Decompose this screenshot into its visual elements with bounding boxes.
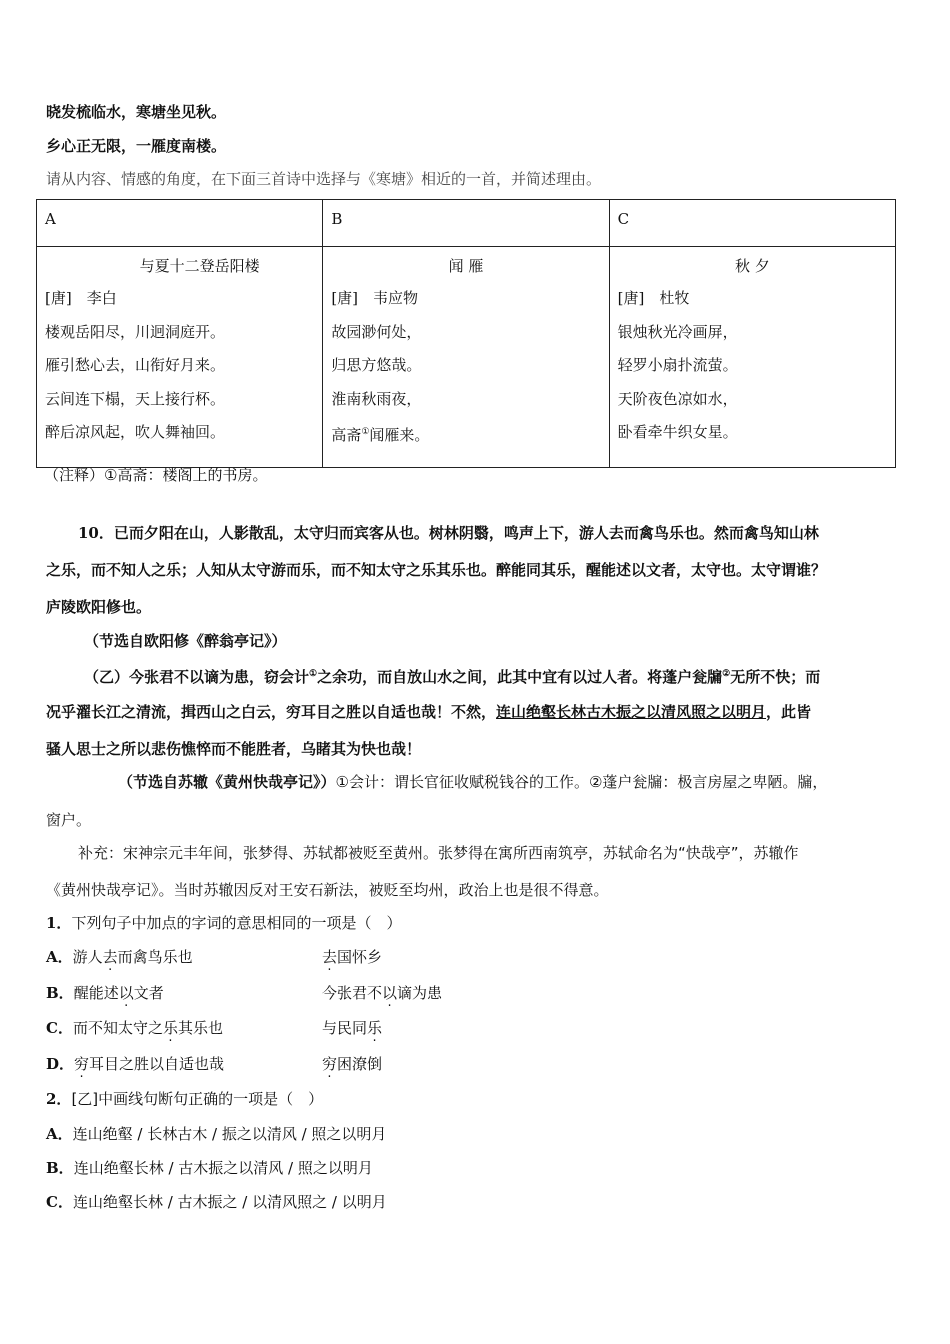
supplement-line1: 补充：宋神宗元丰年间，张梦得、苏轼都被贬至黄州。张梦得在寓所西南筑亭，苏轼命名为“快哉亭”，苏辙作 (78, 844, 799, 862)
option-phrase-1 (74, 1055, 224, 1073)
poem-line: 楼观岳阳尽，川迥洞庭开。 (45, 322, 226, 341)
poem-a (37, 247, 323, 468)
poem-title: 闻 雁 (448, 257, 484, 275)
poem-c (609, 247, 895, 468)
text: 而不知太守之 (72, 1019, 163, 1037)
passage-b-line3: 骚人思士之所以悲伤憔悴而不能胜者，乌睹其为快也哉！ (46, 740, 422, 758)
text: 文者 (133, 984, 164, 1002)
q1-option-d[interactable] (46, 1054, 546, 1074)
footnote-marker: ① (361, 427, 370, 437)
q2-option-c[interactable] (46, 1192, 387, 1212)
option-label: A． (46, 948, 73, 966)
option-label: C． (46, 1193, 73, 1211)
option-label: A． (46, 1125, 73, 1143)
text: 而禽鸟乐也 (117, 948, 193, 966)
q10-para1-line3: 庐陵欧阳修也。 (46, 598, 152, 616)
header-a: A (37, 200, 323, 247)
dotted-char: 去 (322, 948, 338, 966)
table-note: （注释）①高斋：楼阁上的书房。 (44, 466, 268, 484)
poem-title: 与夏十二登岳阳楼 (139, 257, 260, 275)
option-text: 连山绝壑长林 / 古木振之以清风 / 照之以明月 (73, 1159, 373, 1177)
poem-author: [唐] 杜牧 (617, 289, 690, 307)
poem-line: 故园渺何处， (331, 322, 422, 341)
header-c: C (609, 200, 895, 247)
underlined-sentence: 连山绝壑长林古木振之以清风照之以明月 (496, 703, 767, 721)
option-phrase-1 (73, 1019, 223, 1037)
option-phrase-1 (73, 948, 193, 966)
option-phrase-2 (322, 983, 442, 1003)
poem-line: 归思方悠哉。 (331, 356, 422, 374)
footnote-continued: 窗户。 (46, 811, 92, 829)
poem-title: 秋 夕 (734, 257, 770, 275)
q2-option-a[interactable] (46, 1124, 386, 1144)
passage-b-line2 (46, 702, 811, 722)
dotted-char: 穷 (74, 1055, 90, 1073)
source-2: （节选自苏辙《黄州快哉亭记》） (118, 773, 336, 791)
poem-line: 淮南秋雨夜， (331, 389, 422, 408)
passage-b-line1 (84, 664, 820, 687)
dotted-char: 乐 (367, 1019, 383, 1037)
option-phrase-2 (322, 947, 382, 967)
source-1: （节选自欧阳修《醉翁亭记》） (84, 632, 287, 650)
poem-line: 轻罗小扇扑流萤。 (617, 356, 738, 374)
poem-line-1: 晓发梳临水，寒塘坐见秋。 (46, 103, 227, 121)
q1-option-b[interactable] (46, 983, 546, 1003)
poem-author: [唐] 韦应物 (331, 289, 419, 307)
poem-line-pre: 高斋 (331, 426, 362, 444)
text: 况乎濯长江之清流，揖西山之白云，穷耳目之胜以自适也哉！不然， (46, 703, 497, 721)
instruction: 请从内容、情感的角度，在下面三首诗中选择与《寒塘》相近的一首，并简述理由。 (46, 170, 602, 188)
poem-line: 天阶夜色凉如水， (617, 389, 738, 408)
poem-comparison-table (36, 199, 896, 468)
poem-line: 银烛秋光冷画屏， (617, 322, 738, 341)
option-phrase-1 (74, 984, 164, 1002)
q10-para1-line2: 之乐，而不知人之乐；人知从太守游而乐，而不知太守之乐其乐也。醉能同其乐，醒能述以文者，太守也。太守谓谁？ (46, 561, 827, 579)
text: 游人 (72, 948, 103, 966)
poem-line: 醉后凉风起，吹人舞袖回。 (45, 423, 226, 441)
text: 之余功，而自放山水之间，此其中宜有以过人者。将蓬户瓮牖 (317, 668, 723, 686)
q2-option-b[interactable] (46, 1158, 373, 1178)
question-number: 1． (46, 914, 72, 932)
text: 今张君不 (322, 984, 383, 1002)
option-text: 连山绝壑长林 / 古木振之 / 以清风照之 / 以明月 (72, 1193, 387, 1211)
text: ，此皆 (766, 703, 812, 721)
question-number: 2． (46, 1090, 72, 1108)
supplement-line2: 《黄州快哉亭记》。当时苏辙因反对王安石新法，被贬至均州，政治上也是很不得意。 (46, 881, 609, 899)
text: 与民同 (322, 1019, 368, 1037)
question-2-stem (46, 1089, 323, 1109)
question-1-stem (46, 913, 401, 933)
q1-option-a[interactable] (46, 947, 546, 967)
dotted-char: 以 (382, 984, 398, 1002)
dotted-char: 乐 (162, 1019, 178, 1037)
dotted-char: 穷 (322, 1055, 338, 1073)
text: 困潦倒 (337, 1055, 383, 1073)
text: 谪为患 (397, 984, 443, 1002)
footnotes: ①会计：谓长官征收赋税钱谷的工作。②蓬户瓮牖：极言房屋之卑陋。牖， (335, 773, 828, 791)
text: 其乐也 (177, 1019, 223, 1037)
dotted-char: 以 (118, 984, 134, 1002)
question-text: 下列句子中加点的字词的意思相同的一项是（ ） (71, 914, 402, 932)
poem-line-post: 闻雁来。 (369, 426, 430, 444)
poem-line-2: 乡心正无限，一雁度南楼。 (46, 137, 227, 155)
poem-line: 雁引愁心去，山衔好月来。 (45, 356, 226, 374)
text: （乙）今张君不以谪为患，窃会计 (84, 668, 310, 686)
option-label: B． (46, 984, 74, 1002)
text: 耳目之胜以自适也哉 (89, 1055, 225, 1073)
poem-b (323, 247, 609, 468)
poem-line-annotated (331, 421, 600, 446)
option-label: B． (46, 1159, 74, 1177)
text: 醒能述 (73, 984, 119, 1002)
header-b: B (323, 200, 609, 247)
question-text: [乙]中画线句断句正确的一项是（ ） (71, 1090, 324, 1108)
text: 国怀乡 (337, 948, 383, 966)
q10-para1-line1: 10．已而夕阳在山，人影散乱，太守归而宾客从也。树林阴翳，鸣声上下，游人去而禽鸟乐也。然而禽鸟知山林 (78, 524, 819, 542)
option-phrase-2 (322, 1054, 382, 1074)
dotted-char: 去 (102, 948, 118, 966)
source-2-line (118, 772, 827, 792)
option-label: C． (46, 1019, 73, 1037)
poem-author: [唐] 李白 (45, 289, 117, 307)
q1-option-c[interactable] (46, 1018, 546, 1038)
footnote-marker: ② (722, 669, 731, 679)
text: 无所不快；而 (730, 668, 821, 686)
option-text: 连山绝壑 / 长林古木 / 振之以清风 / 照之以明月 (72, 1125, 387, 1143)
poem-line: 卧看牵牛织女星。 (617, 423, 738, 441)
option-label: D． (46, 1055, 75, 1073)
option-phrase-2 (322, 1018, 382, 1038)
poem-line: 云间连下榻，天上接行杯。 (45, 389, 226, 408)
footnote-marker: ① (309, 669, 318, 679)
